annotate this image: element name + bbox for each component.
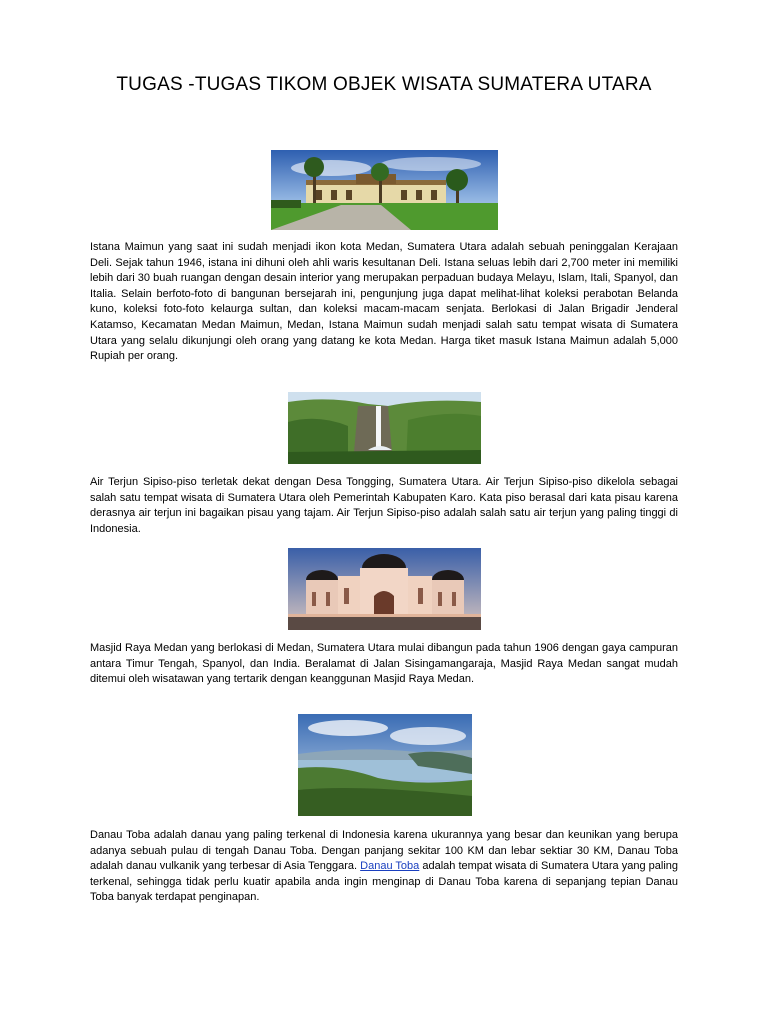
masjid-raya-medan-photo — [288, 548, 481, 630]
paragraph-danau-toba — [90, 828, 678, 906]
istana-maimun-photo — [271, 150, 498, 230]
air-terjun-sipiso-piso-photo — [288, 392, 481, 464]
paragraph-istana-maimun: Istana Maimun yang saat ini sudah menjadi ikon kota Medan, Sumatera Utara adalah sebuah peninggalan Kerajaan Deli. Sejak tahun 1946, istana ini dihuni oleh ahli waris kesultanan Deli. Istana seluas lebih dari 2,700 meter ini memiliki lebih dari 30 buah ruangan dengan desain interior yang merupakan perpaduan budaya Melayu, Islam, Itali, Spanyol, dan Italia. Selain berfoto-foto di bangunan bersejarah ini, pengunjung juga dapat melihat-lihat koleksi perabotan Belanda kuno, koleksi foto-foto kelaurga sultan, dan koleksi macam-macam senjata. Berlokasi di Jalan Brigadir Jenderal Katamso, Kecamatan Medan Maimun, Medan, Istana Maimun sudah menjadi salah satu tempat wisata di Sumatera Utara yang selalu dikunjungi oleh orang yang datang ke kota Medan. Harga tiket masuk Istana Maimun adalah 5,000 Rupiah per orang. — [90, 241, 678, 363]
danau-toba-link[interactable]: Danau Toba — [360, 860, 420, 873]
danau-toba-text-before: Danau Toba adalah danau yang paling terkenal di Indonesia karena ukurannya yang besar dan keunikan yang berupa adanya sebuah pulau di tengah Danau Toba. Dengan panjang sekitar 100 KM dan lebar sektiar 30 KM, Danau Toba adalah danau vulkanik yang terbesar di Asia Tenggara. — [90, 829, 678, 873]
page-title: TUGAS -TUGAS TIKOM OBJEK WISATA SUMATERA UTARA — [116, 74, 652, 95]
paragraph-masjid-raya: Masjid Raya Medan yang berlokasi di Medan, Sumatera Utara mulai dibangun pada tahun 1906 dengan gaya campuran antara Timur Tengah, Spanyol, dan India. Beralamat di Jalan Sisingamangaraja, Masjid Raya Medan sangat mudah ditemui oleh wisatawan yang tertarik dengan keanggunan Masjid Raya Medan. — [90, 642, 678, 686]
danau-toba-photo — [298, 714, 472, 816]
danau-toba-text-after: adalah tempat wisata di Sumatera Utara yang paling terkenal, sehingga tidak perlu kuatir apabila anda ingin menginap di Danau Toba karena di sepanjang tepian Danau Toba banyak terdapat penginapan. — [90, 860, 678, 904]
paragraph-air-terjun: Air Terjun Sipiso-piso terletak dekat dengan Desa Tongging, Sumatera Utara. Air Terjun Sipiso-piso dikelola sebagai salah satu tempat wisata di Sumatera Utara oleh Pemerintah Kabupaten Karo. Kata piso berasal dari kata pisau karena derasnya air terjun ini bagaikan pisau yang tajam. Air Terjun Sipiso-piso adalah salah satu air terjun yang paling tinggi di Indonesia. — [90, 476, 678, 535]
